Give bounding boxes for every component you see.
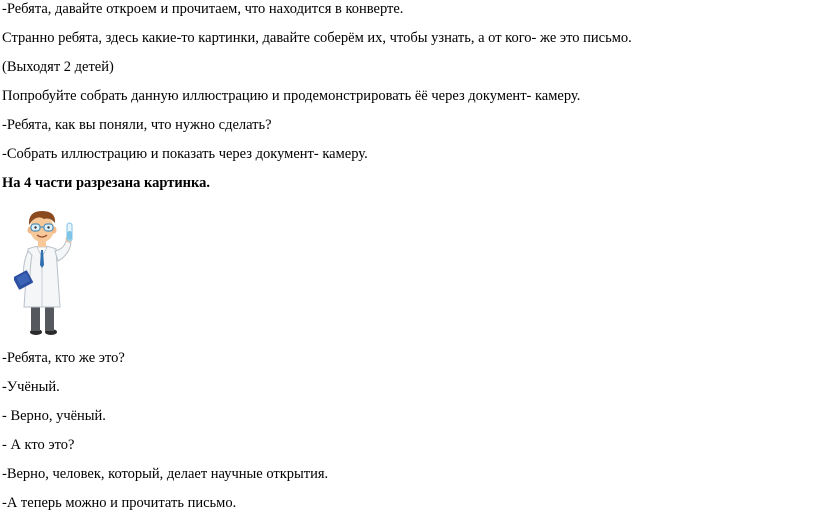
text-line-12: -Верно, человек, который, делает научные открытия.: [2, 466, 329, 482]
text-line-5: -Ребята, как вы поняли, что нужно сделать?: [2, 117, 272, 133]
text-line-8: -Ребята, кто же это?: [2, 350, 125, 366]
text-line-4: Попробуйте собрать данную иллюстрацию и продемонстрировать ёё через документ- камеру.: [2, 88, 581, 104]
scientist-icon: [14, 205, 84, 337]
text-line-10: - Верно, учёный.: [2, 408, 106, 424]
text-line-9: -Учёный.: [2, 379, 60, 395]
text-line-1: -Ребята, давайте откроем и прочитаем, что находится в конверте.: [2, 1, 404, 17]
text-line-6: -Собрать иллюстрацию и показать через документ- камеру.: [2, 146, 368, 162]
text-line-11: - А кто это?: [2, 437, 75, 453]
text-line-13: -А теперь можно и прочитать письмо.: [2, 495, 237, 511]
text-line-3: (Выходят 2 детей): [2, 59, 114, 75]
text-line-7-bold: На 4 части разрезана картинка.: [2, 175, 211, 191]
text-line-2: Странно ребята, здесь какие-то картинки, давайте соберём их, чтобы узнать, а от кого- же это письмо.: [2, 30, 632, 46]
